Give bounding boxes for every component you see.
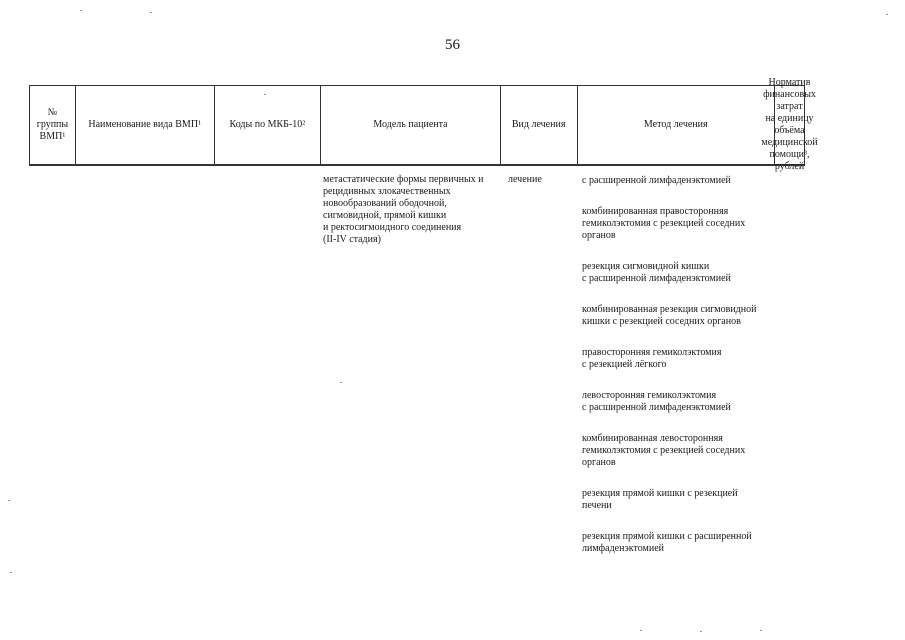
patient-model-cell: метастатические формы первичных и рецидивных злокачественных новообразований ободочной, сигмовидной, прямой кишки и ректосигмоидного соединения (II-IV стадия) [323,174,484,245]
header-mkb-codes-label: Коды по МКБ-10² [229,119,306,130]
header-treatment-method-label: Метод лечения [643,119,708,130]
header-bottom-rule [29,165,805,166]
list-item: резекция сигмовидной кишки с расширенной лимфаденэктомией [582,261,731,284]
header-vmp-name [76,86,215,164]
header-group-no [30,86,76,164]
header-financial-norm-label: Норматив финансовых затрат на единицу объёма медицинской помощи³, рублей [761,77,818,172]
header-vmp-name-label: Наименование вида ВМП¹ [88,119,202,130]
scan-speck [150,12,152,13]
scan-speck [640,630,642,631]
header-group-no-label: № группы ВМП¹ [36,107,69,142]
list-item: комбинированная левосторонняя гемиколэктомия с резекцией соседних органов [582,433,746,468]
scan-speck [80,10,82,11]
treatment-methods-list [582,175,780,574]
list-item: правосторонняя гемиколэктомия с резекцией лёгкого [582,347,722,370]
header-treatment-method [578,86,775,164]
header-patient-model [321,86,501,164]
scan-speck [10,572,12,573]
list-item: комбинированная правосторонняя гемиколэктомия с резекцией соседних органов [582,206,746,241]
list-item: левосторонняя гемиколэктомия с расширенной лимфаденэктомией [582,390,731,413]
scan-speck [340,382,342,383]
header-treatment-type-label: Вид лечения [511,119,566,130]
list-item: резекция прямой кишки с расширенной лимфаденэктомией [582,531,752,554]
header-treatment-type [501,86,578,164]
header-financial-norm [761,77,818,172]
page-number: 56 [445,37,460,53]
list-item: с расширенной лимфаденэктомией [582,175,731,186]
list-item: комбинированная резекция сигмовидной кишки с резекцией соседних органов [582,304,757,327]
scan-speck [8,500,10,501]
scan-speck [700,631,702,632]
header-mkb-codes [215,86,322,164]
scan-speck [886,14,888,15]
scan-speck [760,630,762,631]
scan-speck [264,94,266,95]
treatment-type-cell: лечение [508,174,542,185]
header-patient-model-label: Модель пациента [373,119,448,130]
table-header [29,77,818,172]
list-item: резекция прямой кишки с резекцией печени [582,488,738,511]
